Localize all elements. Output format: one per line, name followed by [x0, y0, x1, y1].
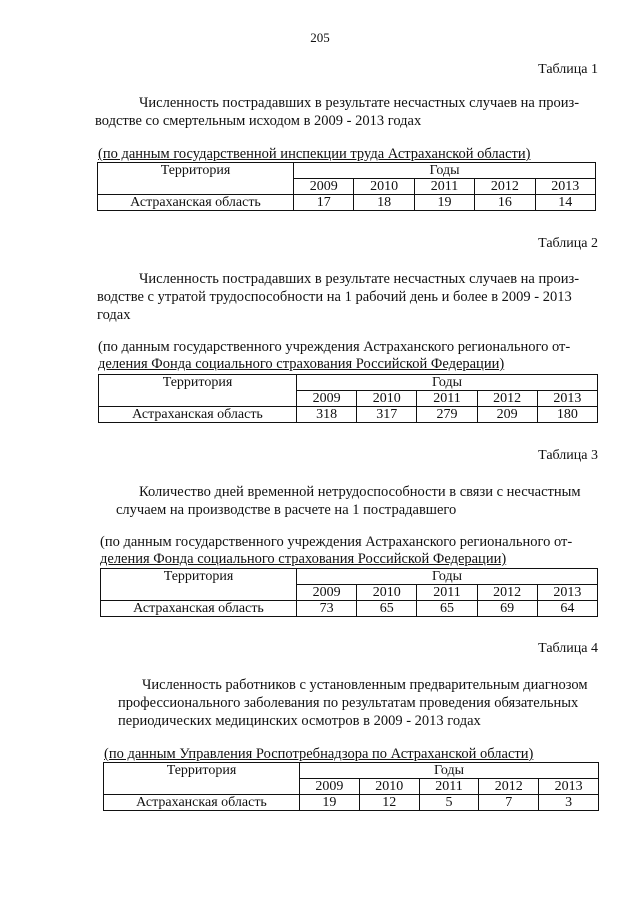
table-4-label: Таблица 4 — [538, 641, 598, 656]
value-cell: 65 — [417, 601, 477, 617]
value-cell: 279 — [417, 407, 477, 423]
value-cell: 3 — [539, 795, 599, 811]
value-cell: 180 — [537, 407, 597, 423]
year-cell: 2012 — [477, 585, 537, 601]
page-number: 205 — [310, 30, 330, 45]
source-line: (по данным государственного учреждения Астраханского регионального от- — [100, 534, 573, 550]
region-cell: Астраханская область — [104, 795, 300, 811]
source-line: деления Фонда социального страхования Российской Федерации) — [100, 551, 507, 567]
table-row — [101, 601, 598, 617]
value-cell: 19 — [414, 195, 474, 211]
heading-line: Численность пострадавших в результате несчастных случаев на произ- — [139, 271, 580, 287]
year-cell: 2013 — [535, 179, 595, 195]
table-1-heading — [95, 94, 579, 130]
table-header-row — [104, 763, 599, 779]
value-cell: 7 — [479, 795, 539, 811]
year-cell: 2010 — [354, 179, 414, 195]
source-line: (по данным Управления Роспотребнадзора по Астраханской области) — [104, 746, 534, 762]
year-cell: 2009 — [300, 779, 360, 795]
table-2-heading — [97, 270, 579, 324]
value-cell: 19 — [300, 795, 360, 811]
year-cell: 2013 — [537, 585, 597, 601]
source-line: (по данным государственного учреждения Астраханского регионального от- — [98, 339, 571, 355]
heading-line: водстве с утратой трудоспособности на 1 рабочий день и более в 2009 - 2013 — [97, 289, 572, 305]
column-years: Годы — [300, 763, 599, 779]
value-cell: 18 — [354, 195, 414, 211]
table-4-source — [104, 746, 533, 763]
table-2-label: Таблица 2 — [538, 236, 598, 251]
heading-line: периодических медицинских осмотров в 2009 - 2013 годах — [118, 713, 481, 729]
heading-line: случаем на производстве в расчете на 1 пострадавшего — [116, 502, 457, 518]
table-4-heading — [118, 676, 588, 730]
table-3-source — [100, 534, 572, 568]
year-cell: 2009 — [294, 179, 354, 195]
year-cell: 2012 — [479, 779, 539, 795]
column-territory: Территория — [99, 375, 297, 407]
region-cell: Астраханская область — [98, 195, 294, 211]
heading-line: Численность пострадавших в результате несчастных случаев на произ- — [139, 95, 580, 111]
region-cell: Астраханская область — [99, 407, 297, 423]
table-header-row — [99, 375, 598, 391]
value-cell: 12 — [359, 795, 419, 811]
table-1 — [97, 162, 596, 211]
column-years: Годы — [294, 163, 596, 179]
year-cell: 2012 — [477, 391, 537, 407]
year-cell: 2013 — [537, 391, 597, 407]
year-cell: 2011 — [419, 779, 479, 795]
table-row — [98, 195, 596, 211]
value-cell: 65 — [357, 601, 417, 617]
column-territory: Территория — [104, 763, 300, 795]
table-row — [99, 407, 598, 423]
value-cell: 69 — [477, 601, 537, 617]
heading-line: Количество дней временной нетрудоспособности в связи с несчастным — [139, 484, 581, 500]
column-territory: Территория — [101, 569, 297, 601]
source-line: деления Фонда социального страхования Российской Федерации) — [98, 356, 505, 372]
value-cell: 16 — [475, 195, 535, 211]
year-cell: 2010 — [359, 779, 419, 795]
table-3-heading — [116, 483, 581, 519]
year-cell: 2009 — [297, 585, 357, 601]
value-cell: 318 — [297, 407, 357, 423]
table-4 — [103, 762, 599, 811]
value-cell: 73 — [297, 601, 357, 617]
table-3 — [100, 568, 598, 617]
value-cell: 64 — [537, 601, 597, 617]
table-header-row — [98, 163, 596, 179]
source-line: (по данным государственной инспекции труда Астраханской области) — [98, 146, 531, 162]
year-cell: 2012 — [475, 179, 535, 195]
year-cell: 2011 — [417, 391, 477, 407]
year-cell: 2010 — [357, 585, 417, 601]
year-cell: 2011 — [417, 585, 477, 601]
value-cell: 317 — [357, 407, 417, 423]
heading-line: профессионального заболевания по результатам проведения обязательных — [118, 695, 579, 711]
table-3-label: Таблица 3 — [538, 448, 598, 463]
table-1-label: Таблица 1 — [538, 62, 598, 77]
table-1-source — [98, 146, 530, 163]
year-cell: 2013 — [539, 779, 599, 795]
year-cell: 2011 — [414, 179, 474, 195]
table-header-row — [101, 569, 598, 585]
value-cell: 209 — [477, 407, 537, 423]
year-cell: 2009 — [297, 391, 357, 407]
year-cell: 2010 — [357, 391, 417, 407]
column-years: Годы — [297, 569, 598, 585]
table-2 — [98, 374, 598, 423]
table-2-source — [98, 339, 570, 373]
heading-line: годах — [97, 307, 131, 323]
value-cell: 14 — [535, 195, 595, 211]
column-territory: Территория — [98, 163, 294, 195]
value-cell: 17 — [294, 195, 354, 211]
table-row — [104, 795, 599, 811]
column-years: Годы — [297, 375, 598, 391]
heading-line: Численность работников с установленным предварительным диагнозом — [142, 677, 588, 693]
region-cell: Астраханская область — [101, 601, 297, 617]
heading-line: водстве со смертельным исходом в 2009 - 2013 годах — [95, 113, 422, 129]
value-cell: 5 — [419, 795, 479, 811]
